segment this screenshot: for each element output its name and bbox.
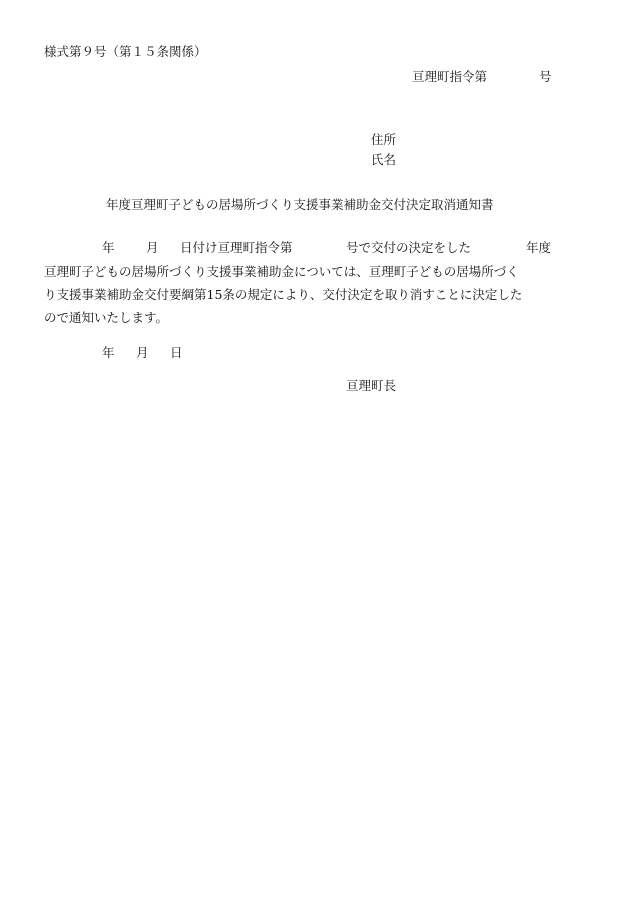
body-month: 月 <box>146 240 159 255</box>
name-label: 氏名 <box>371 152 397 167</box>
reference-suffix: 号 <box>539 69 552 84</box>
body-line-2: 亘理町子どもの居場所づくり支援事業補助金については、亘理町子どもの居場所づく <box>44 264 519 279</box>
reference-number <box>412 69 552 85</box>
form-number-label: 様式第９号（第１５条関係） <box>44 44 207 59</box>
body-line-4: ので通知いたします。 <box>44 310 169 325</box>
address-label: 住所 <box>371 132 397 147</box>
body-year: 年 <box>102 240 115 255</box>
body-fiscal-year: 年度 <box>526 240 552 255</box>
date-year: 年 <box>102 345 115 360</box>
body-day-ref: 日付け亘理町指令第 <box>180 240 293 255</box>
date-day: 日 <box>170 345 183 360</box>
issuer-name: 亘理町長 <box>346 378 397 393</box>
date-month: 月 <box>136 345 149 360</box>
body-line-3: り支援事業補助金交付要綱第15条の規定により、交付決定を取り消すことに決定した <box>44 287 523 302</box>
reference-prefix: 亘理町指令第 <box>412 69 488 84</box>
document-title: 年度亘理町子どもの居場所づくり支援事業補助金交付決定取消通知書 <box>106 197 494 212</box>
body-decision: 号で交付の決定をした <box>346 240 472 255</box>
